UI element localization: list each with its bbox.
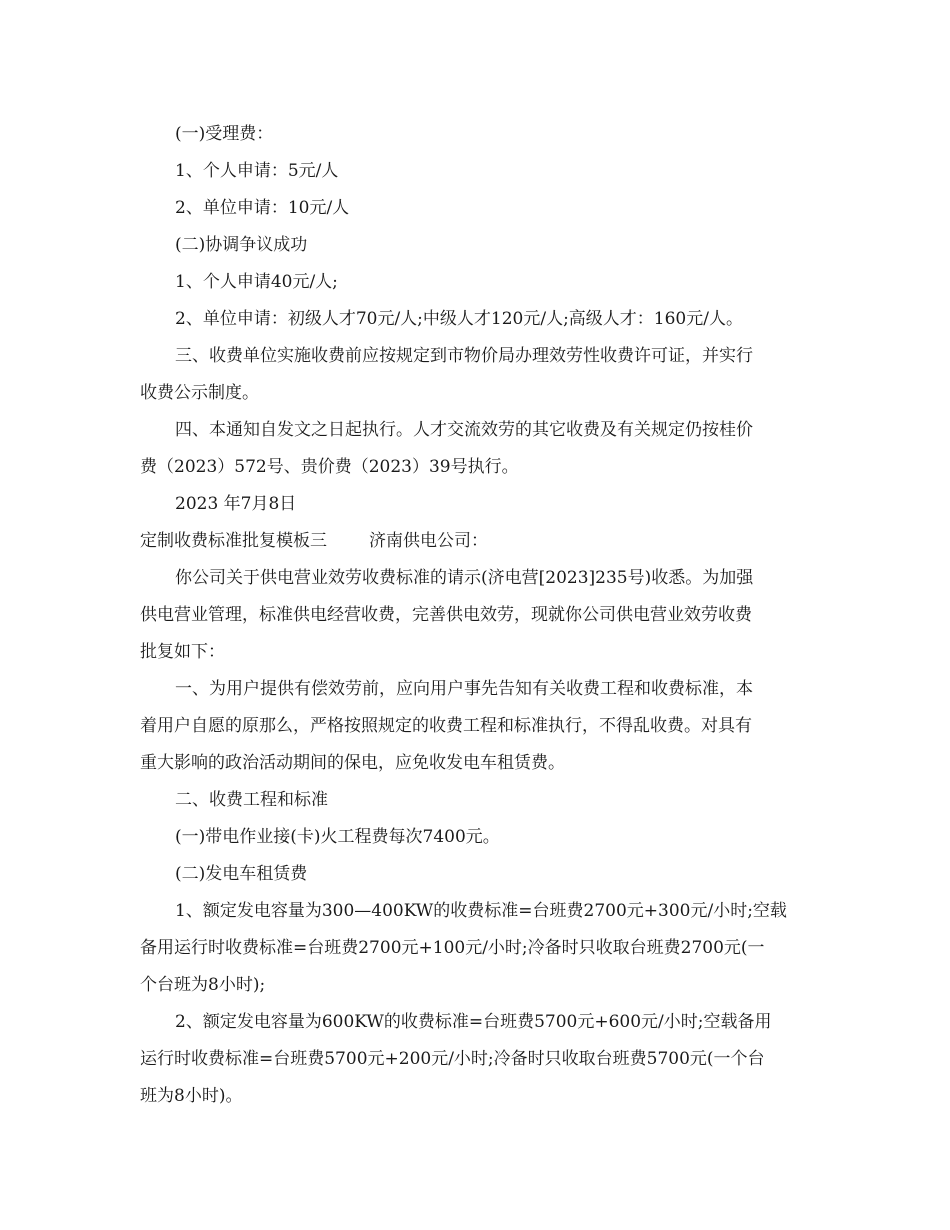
section-two-item1: (一)带电作业接(卡)火工程费每次7400元。 — [175, 827, 500, 847]
template-title: 定制收费标准批复模板三 — [140, 531, 327, 551]
fee-item-unit-dispute: 2、单位申请：初级人才70元/人;中级人才120元/人;高级人才：160元/人。 — [175, 309, 743, 329]
paragraph-three-line2: 收费公示制度。 — [140, 383, 259, 403]
intro-line1: 你公司关于供电营业效劳收费标准的请示(济电营[2023]235号)收悉。为加强 — [175, 568, 754, 588]
rent-rule1-line2: 备用运行时收费标准=台班费2700元+100元/小时;冷备时只收取台班费2700元(一 — [140, 938, 765, 958]
document-date: 2023 年7月8日 — [175, 494, 297, 514]
fee-item-personal-dispute: 1、个人申请40元/人; — [175, 272, 338, 292]
rent-rule2-line3: 班为8小时)。 — [140, 1086, 243, 1106]
section-one-line1: 一、为用户提供有偿效劳前，应向用户事先告知有关收费工程和收费标准，本 — [175, 679, 753, 699]
document-page — [140, 116, 815, 1115]
fee-heading-acceptance: (一)受理费： — [175, 124, 274, 144]
fee-item-unit: 2、单位申请：10元/人 — [175, 198, 350, 218]
section-two-heading: 二、收费工程和标准 — [175, 790, 328, 810]
section-two-item2: (二)发电车租赁费 — [175, 864, 308, 884]
section-one-line2: 着用户自愿的原那么，严格按照规定的收费工程和标准执行，不得乱收费。对具有 — [140, 716, 752, 736]
template-header — [140, 523, 815, 560]
intro-line3: 批复如下： — [140, 642, 225, 662]
paragraph-four-line1: 四、本通知自发文之日起执行。人才交流效劳的其它收费及有关规定仍按桂价 — [175, 420, 753, 440]
fee-heading-dispute: (二)协调争议成功 — [175, 235, 308, 255]
intro-line2: 供电营业管理，标准供电经营收费，完善供电效劳，现就你公司供电营业效劳收费 — [140, 605, 752, 625]
paragraph-three-line1: 三、收费单位实施收费前应按规定到市物价局办理效劳性收费许可证，并实行 — [175, 346, 753, 366]
paragraph-four-line2: 费（2023）572号、贵价费（2023）39号执行。 — [140, 457, 519, 477]
rent-rule2-line2: 运行时收费标准=台班费5700元+200元/小时;冷备时只收取台班费5700元(一个台 — [140, 1049, 765, 1069]
rent-rule1-line1: 1、额定发电容量为300—400KW的收费标准=台班费2700元+300元/小时;空载 — [175, 901, 787, 921]
section-one-line3: 重大影响的政治活动期间的保电，应免收发电车租赁费。 — [140, 753, 565, 773]
recipient: 济南供电公司： — [369, 531, 488, 551]
fee-item-personal: 1、个人申请：5元/人 — [175, 161, 339, 181]
rent-rule2-line1: 2、额定发电容量为600KW的收费标准=台班费5700元+600元/小时;空载备用 — [175, 1012, 772, 1032]
rent-rule1-line3: 个台班为8小时); — [140, 975, 266, 995]
